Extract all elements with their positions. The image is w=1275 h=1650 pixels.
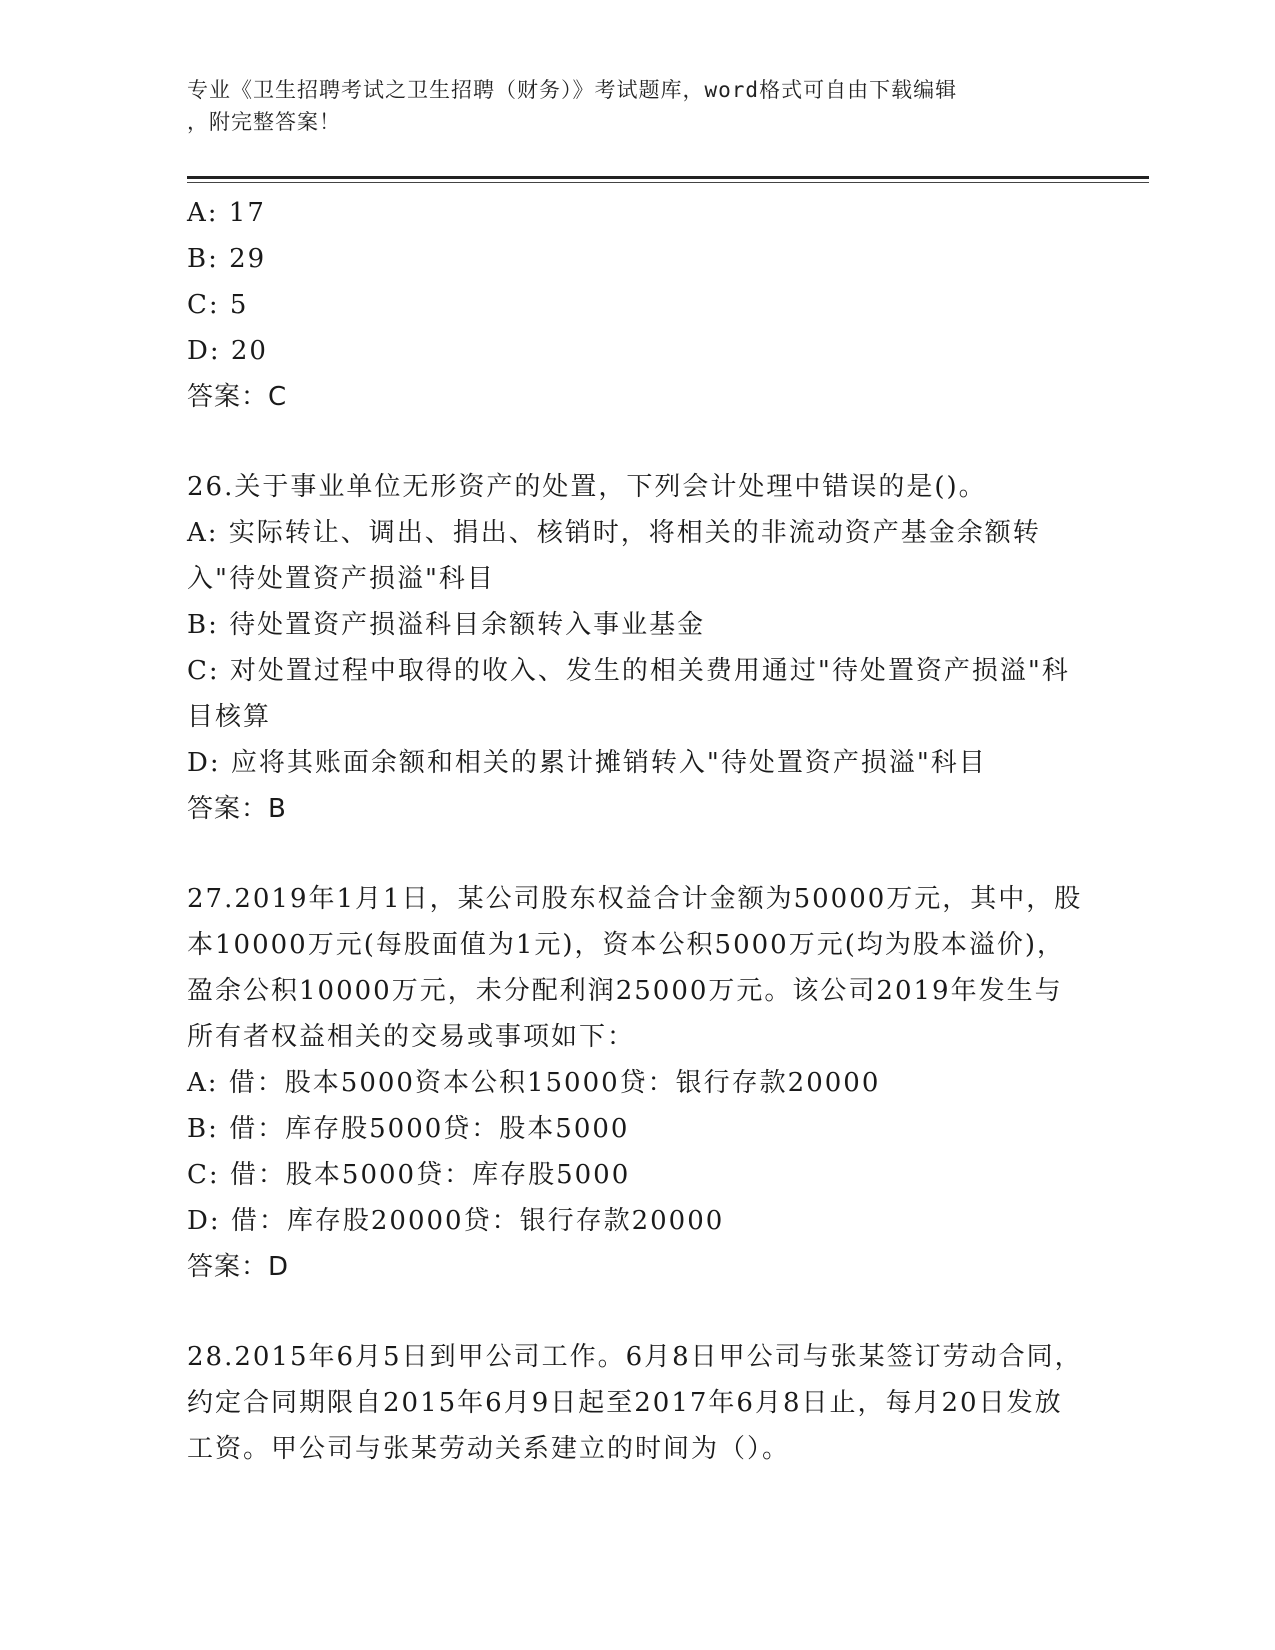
option-a: A: 17 [187, 198, 266, 228]
spacer [187, 420, 1087, 464]
option-c: C: 5 [187, 290, 249, 320]
question-text: 27.2019年1月1日，某公司股东权益合计金额为50000万元，其中，股本10000万元(每股面值为1元)，资本公积5000万元(均为股本溢价)，盈余公积10000万元，未分配利润25000万元。该公司2019年发生与所有者权益相关的交易或事项如下： [187, 884, 1083, 1052]
option-d: D: 借：库存股20000贷：银行存款20000 [187, 1206, 725, 1236]
question-text: 28.2015年6月5日到甲公司工作。6月8日甲公司与张某签订劳动合同，约定合同期限自2015年6月9日起至2017年6月8日止，每月20日发放工资。甲公司与张某劳动关系建立的时间为（）。 [187, 1342, 1083, 1464]
answer: 答案：B [187, 794, 287, 824]
header-line-2: ，附完整答案！ [187, 110, 341, 134]
option-a: A: 实际转让、调出、捐出、核销时，将相关的非流动资产基金余额转入"待处置资产损溢"科目 [187, 518, 1041, 594]
option-b: B: 29 [187, 244, 267, 274]
question-text: 26.关于事业单位无形资产的处置，下列会计处理中错误的是()。 [187, 472, 987, 502]
question-26-block [187, 464, 1087, 832]
option-d: D: 20 [187, 336, 268, 366]
header-divider-thin [187, 182, 1149, 183]
spacer [187, 832, 1087, 876]
option-c: C: 借：股本5000贷：库存股5000 [187, 1160, 631, 1190]
answer: 答案：C [187, 382, 288, 412]
option-b: B: 待处置资产损溢科目余额转入事业基金 [187, 610, 706, 640]
question-27-block [187, 876, 1087, 1290]
header-line-1: 专业《卫生招聘考试之卫生招聘（财务）》考试题库，word格式可自由下载编辑 [187, 78, 958, 102]
answer: 答案：D [187, 1252, 290, 1282]
spacer [187, 1290, 1087, 1334]
option-b: B: 借：库存股5000贷：股本5000 [187, 1114, 630, 1144]
question-28-block [187, 1334, 1087, 1472]
option-d: D: 应将其账面余额和相关的累计摊销转入"待处置资产损溢"科目 [187, 748, 987, 778]
document-header [187, 74, 1067, 138]
document-body [187, 190, 1087, 1472]
question-25-block [187, 190, 1087, 420]
header-divider-thick [187, 176, 1149, 179]
option-c: C: 对处置过程中取得的收入、发生的相关费用通过"待处置资产损溢"科目核算 [187, 656, 1070, 732]
option-a: A: 借：股本5000资本公积15000贷：银行存款20000 [187, 1068, 881, 1098]
